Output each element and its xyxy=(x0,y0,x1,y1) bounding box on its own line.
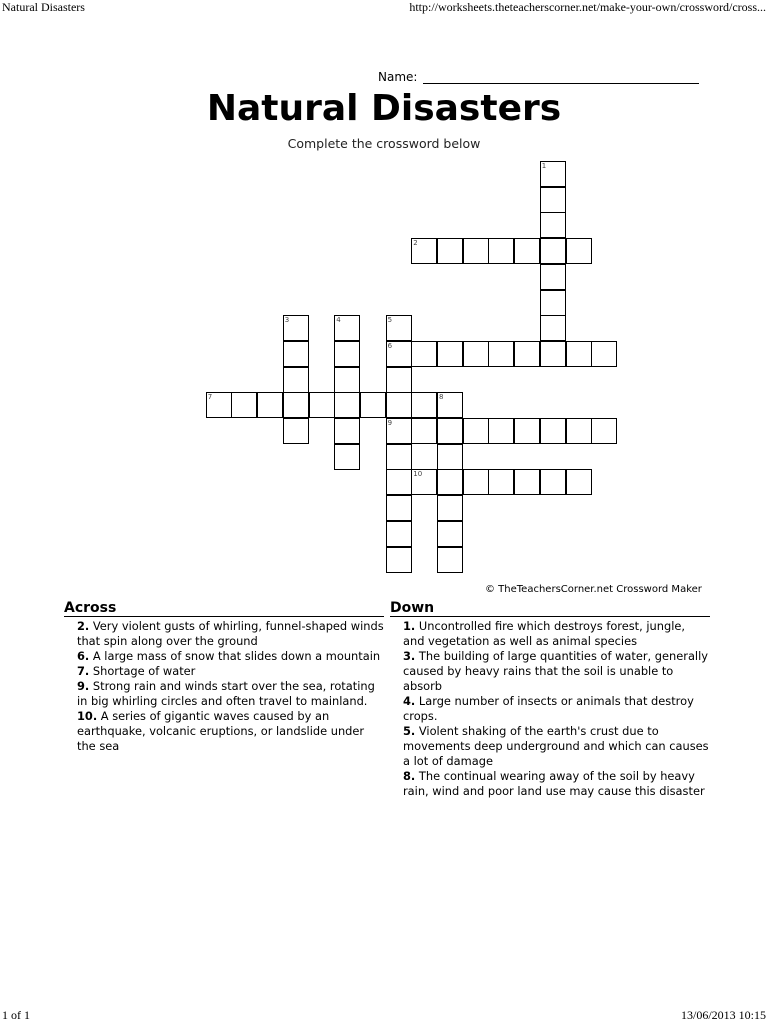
across-clue xyxy=(77,664,384,679)
crossword-cell[interactable] xyxy=(463,469,489,495)
clue-text: The continual wearing away of the soil by heavy rain, wind and poor land use may cause this disaster xyxy=(403,769,705,798)
crossword-cell[interactable] xyxy=(437,469,463,495)
crossword-cell[interactable] xyxy=(514,469,540,495)
crossword-cell[interactable] xyxy=(591,341,617,367)
crossword-cell[interactable] xyxy=(566,469,592,495)
crossword-cell[interactable] xyxy=(386,469,412,495)
across-clue xyxy=(77,619,384,649)
clue-text: Strong rain and winds start over the sea, rotating in big whirling circles and often travel to mainland. xyxy=(77,679,375,708)
clue-number: 9 xyxy=(387,419,393,427)
across-clue xyxy=(77,709,384,754)
name-label: Name: xyxy=(378,70,418,84)
crossword-cell[interactable] xyxy=(437,341,463,367)
clue-text: Violent shaking of the earth's crust due to movements deep underground and which can causes a lot of damage xyxy=(403,724,709,768)
clue-text: Very violent gusts of whirling, funnel-shaped winds that spin along over the ground xyxy=(77,619,384,648)
crossword-cell[interactable] xyxy=(334,341,360,367)
crossword-cell[interactable] xyxy=(540,161,566,187)
crossword-cell[interactable] xyxy=(566,341,592,367)
crossword-cell[interactable] xyxy=(386,418,412,444)
print-header-left: Natural Disasters xyxy=(2,0,85,14)
crossword-cell[interactable] xyxy=(540,469,566,495)
crossword-cell[interactable] xyxy=(463,418,489,444)
down-clue xyxy=(403,769,710,799)
crossword-cell[interactable] xyxy=(437,495,463,521)
crossword-cell[interactable] xyxy=(514,238,540,264)
crossword-cell[interactable] xyxy=(437,392,463,418)
clue-number: 1 xyxy=(541,162,547,170)
crossword-cell[interactable] xyxy=(386,392,412,418)
crossword-cell[interactable] xyxy=(540,238,566,264)
crossword-cell[interactable] xyxy=(334,367,360,393)
crossword-cell[interactable] xyxy=(283,418,309,444)
print-footer-page-count: 1 of 1 xyxy=(2,1008,30,1022)
clue-number: 8 xyxy=(439,393,444,402)
crossword-cell[interactable] xyxy=(463,238,489,264)
clue-number: 5. xyxy=(403,724,416,738)
clue-number: 4. xyxy=(403,694,416,708)
print-header-url: http://worksheets.theteacherscorner.net/make-your-own/crossword/cross... xyxy=(409,0,766,14)
crossword-cell[interactable] xyxy=(411,238,437,264)
worksheet-subtitle: Complete the crossword below xyxy=(287,136,481,151)
crossword-cell[interactable] xyxy=(283,367,309,393)
crossword-cell[interactable] xyxy=(411,469,437,495)
crossword-cell[interactable] xyxy=(437,238,463,264)
across-clue xyxy=(77,679,384,709)
crossword-cell[interactable] xyxy=(411,392,437,418)
credit-text: © TheTeachersCorner.net Crossword Maker xyxy=(485,584,702,595)
crossword-cell[interactable] xyxy=(437,547,463,573)
crossword-cell[interactable] xyxy=(488,238,514,264)
down-clues xyxy=(390,600,710,799)
down-clue xyxy=(403,724,710,769)
clue-number: 4 xyxy=(336,316,341,325)
clue-number: 10 xyxy=(413,470,423,479)
clue-number: 1. xyxy=(403,619,416,633)
crossword-cell[interactable] xyxy=(514,341,540,367)
crossword-cell[interactable] xyxy=(386,341,412,367)
clue-text: Uncontrolled fire which destroys forest, jungle, and vegetation as well as animal species xyxy=(403,619,686,648)
crossword-cell[interactable] xyxy=(566,418,592,444)
crossword-cell[interactable] xyxy=(231,392,257,418)
clue-number: 7. xyxy=(77,664,90,678)
clue-number: 6 xyxy=(387,341,393,350)
crossword-cell[interactable] xyxy=(386,315,412,341)
crossword-cell[interactable] xyxy=(206,392,232,418)
across-clues xyxy=(64,600,384,754)
down-clue xyxy=(403,619,710,649)
crossword-cell[interactable] xyxy=(334,444,360,470)
clue-text: The building of large quantities of water, generally caused by heavy rains that the soil is unable to absorb xyxy=(403,649,708,693)
clue-number: 3. xyxy=(403,649,416,663)
crossword-cell[interactable] xyxy=(540,264,566,290)
across-heading: Across xyxy=(64,600,384,617)
clue-number: 2. xyxy=(77,619,90,633)
crossword-cell[interactable] xyxy=(540,315,566,341)
clue-text: Shortage of water xyxy=(89,664,196,678)
crossword-cell[interactable] xyxy=(386,444,412,470)
clue-number: 10. xyxy=(77,709,98,723)
worksheet-title: Natural Disasters xyxy=(206,88,562,129)
crossword-cell[interactable] xyxy=(437,418,463,444)
crossword-cell[interactable] xyxy=(411,418,437,444)
crossword-cell[interactable] xyxy=(488,341,514,367)
crossword-cell[interactable] xyxy=(540,341,566,367)
crossword-cell[interactable] xyxy=(514,418,540,444)
crossword-cell[interactable] xyxy=(540,418,566,444)
clue-number: 6. xyxy=(77,649,90,663)
crossword-cell[interactable] xyxy=(591,418,617,444)
crossword-cell[interactable] xyxy=(540,290,566,316)
crossword-cell[interactable] xyxy=(488,469,514,495)
clue-number: 3 xyxy=(284,316,290,325)
crossword-cell[interactable] xyxy=(386,495,412,521)
print-footer-timestamp: 13/06/2013 10:15 xyxy=(680,1008,766,1022)
crossword-cell[interactable] xyxy=(334,418,360,444)
clue-text: A series of gigantic waves caused by an earthquake, volcanic eruptions, or landslide under the sea xyxy=(77,709,365,753)
down-heading: Down xyxy=(390,600,710,617)
crossword-cell[interactable] xyxy=(386,547,412,573)
down-clue xyxy=(403,694,710,724)
crossword-cell[interactable] xyxy=(334,392,360,418)
clue-text: Large number of insects or animals that destroy crops. xyxy=(403,694,694,723)
clue-number: 8. xyxy=(403,769,416,783)
down-clue-list xyxy=(403,619,710,799)
crossword-cell[interactable] xyxy=(334,315,360,341)
clue-number: 9. xyxy=(77,679,90,693)
crossword-cell[interactable] xyxy=(283,392,309,418)
across-clue xyxy=(77,649,384,664)
crossword-cell[interactable] xyxy=(386,521,412,547)
crossword-cell[interactable] xyxy=(309,392,335,418)
crossword-cell[interactable] xyxy=(360,392,386,418)
clue-number: 2 xyxy=(413,239,418,248)
crossword-cell[interactable] xyxy=(437,521,463,547)
name-row xyxy=(378,70,699,84)
crossword-cell[interactable] xyxy=(488,418,514,444)
crossword-cell[interactable] xyxy=(463,341,489,367)
down-clue xyxy=(403,649,710,694)
crossword-cell[interactable] xyxy=(283,341,309,367)
clue-number: 5 xyxy=(387,316,393,325)
across-clue-list xyxy=(77,619,384,754)
clue-number: 7 xyxy=(207,393,213,402)
clue-text: A large mass of snow that slides down a mountain xyxy=(89,649,381,663)
crossword-cell[interactable] xyxy=(566,238,592,264)
crossword-cell[interactable] xyxy=(540,212,566,238)
name-field-line[interactable] xyxy=(423,71,699,84)
crossword-cell[interactable] xyxy=(437,444,463,470)
crossword-cell[interactable] xyxy=(540,187,566,213)
crossword-cell[interactable] xyxy=(411,341,437,367)
crossword-cell[interactable] xyxy=(386,367,412,393)
crossword-cell[interactable] xyxy=(283,315,309,341)
crossword-cell[interactable] xyxy=(257,392,283,418)
